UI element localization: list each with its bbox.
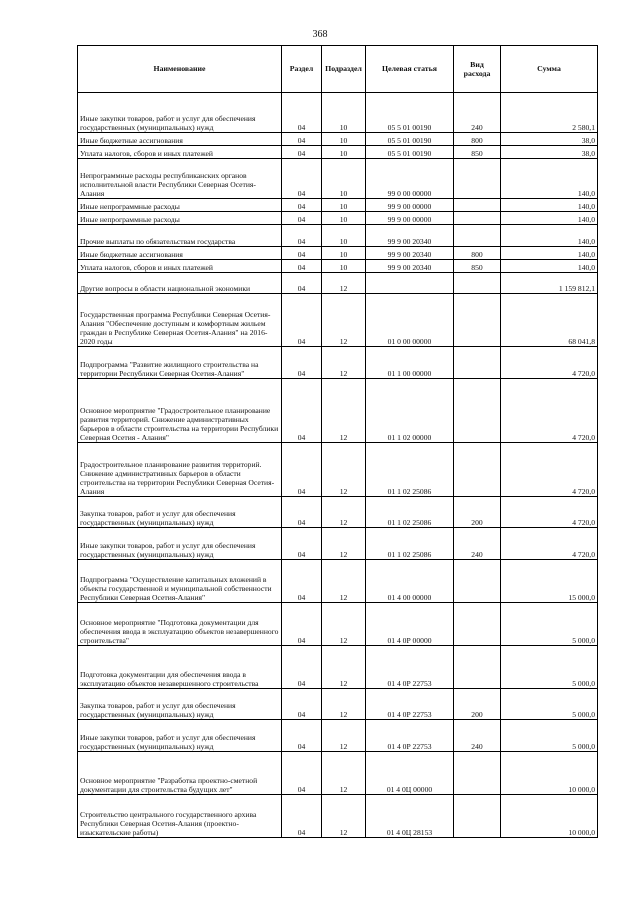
cell-section: 04 [282, 225, 322, 247]
cell-type [454, 603, 501, 646]
cell-name: Уплата налогов, сборов и иных платежей [78, 146, 282, 159]
cell-type [454, 379, 501, 443]
cell-name: Иные закупки товаров, работ и услуг для обеспечения государственных (муниципальных) нужд [78, 93, 282, 133]
table-header-row [78, 46, 598, 93]
cell-section: 04 [282, 646, 322, 689]
cell-subsection: 12 [322, 560, 366, 603]
cell-target: 01 4 00 00000 [366, 560, 454, 603]
table-row [78, 646, 598, 689]
cell-section: 04 [282, 528, 322, 560]
cell-subsection: 10 [322, 133, 366, 146]
cell-target: 99 9 00 20340 [366, 225, 454, 247]
cell-subsection: 12 [322, 689, 366, 720]
cell-target: 99 9 00 00000 [366, 199, 454, 212]
cell-name: Иные закупки товаров, работ и услуг для обеспечения государственных (муниципальных) нужд [78, 528, 282, 560]
budget-table [77, 45, 598, 838]
page-number: 368 [312, 29, 328, 40]
cell-subsection: 10 [322, 146, 366, 159]
cell-name: Прочие выплаты по обязательствам государства [78, 225, 282, 247]
cell-name: Иные непрограммные расходы [78, 212, 282, 225]
table-row [78, 560, 598, 603]
cell-name: Иные закупки товаров, работ и услуг для обеспечения государственных (муниципальных) нужд [78, 720, 282, 752]
cell-subsection: 12 [322, 294, 366, 347]
cell-type [454, 443, 501, 497]
cell-type [454, 347, 501, 379]
cell-name: Основное мероприятие "Разработка проектно-сметной документации для строительства будущих лет" [78, 752, 282, 795]
cell-type: 240 [454, 93, 501, 133]
cell-target: 01 1 02 25086 [366, 497, 454, 528]
cell-section: 04 [282, 443, 322, 497]
cell-name: Другие вопросы в области национальной экономики [78, 273, 282, 294]
cell-sum: 38,0 [501, 146, 598, 159]
cell-sum: 140,0 [501, 225, 598, 247]
cell-target: 99 0 00 00000 [366, 159, 454, 199]
table-row [78, 260, 598, 273]
cell-section: 04 [282, 133, 322, 146]
cell-type [454, 752, 501, 795]
cell-section: 04 [282, 260, 322, 273]
cell-section: 04 [282, 146, 322, 159]
cell-type [454, 225, 501, 247]
table-row [78, 294, 598, 347]
cell-subsection: 12 [322, 497, 366, 528]
cell-target: 01 4 0Р 00000 [366, 603, 454, 646]
cell-type: 850 [454, 146, 501, 159]
table-row [78, 689, 598, 720]
cell-sum: 5 000,0 [501, 603, 598, 646]
cell-target: 01 4 0Р 22753 [366, 720, 454, 752]
cell-type: 850 [454, 260, 501, 273]
table-row [78, 603, 598, 646]
cell-target: 01 4 0Р 22753 [366, 646, 454, 689]
table-row [78, 247, 598, 260]
cell-type [454, 159, 501, 199]
table-row [78, 443, 598, 497]
cell-sum: 2 580,1 [501, 93, 598, 133]
header-subsection: Подраздел [322, 46, 366, 93]
cell-sum: 140,0 [501, 260, 598, 273]
cell-name: Градостроительное планирование развития территорий. Снижение административных барьеров в области строительства на территории Республики Северная Осетия-Алания [78, 443, 282, 497]
cell-sum: 4 720,0 [501, 497, 598, 528]
cell-section: 04 [282, 497, 322, 528]
cell-sum: 15 000,0 [501, 560, 598, 603]
cell-section: 04 [282, 720, 322, 752]
cell-type: 800 [454, 133, 501, 146]
cell-target: 01 1 00 00000 [366, 347, 454, 379]
cell-target [366, 273, 454, 294]
table-row [78, 93, 598, 133]
cell-target: 99 9 00 00000 [366, 212, 454, 225]
table-row [78, 752, 598, 795]
cell-type: 800 [454, 247, 501, 260]
cell-subsection: 12 [322, 603, 366, 646]
cell-subsection: 12 [322, 347, 366, 379]
cell-subsection: 12 [322, 379, 366, 443]
cell-target: 01 1 02 00000 [366, 379, 454, 443]
cell-section: 04 [282, 247, 322, 260]
cell-section: 04 [282, 689, 322, 720]
cell-sum: 10 000,0 [501, 795, 598, 838]
cell-section: 04 [282, 159, 322, 199]
cell-type [454, 795, 501, 838]
cell-name: Иные бюджетные ассигнования [78, 247, 282, 260]
cell-sum: 5 000,0 [501, 689, 598, 720]
cell-subsection: 12 [322, 646, 366, 689]
cell-target: 05 5 01 00190 [366, 146, 454, 159]
cell-subsection: 12 [322, 528, 366, 560]
cell-type: 240 [454, 720, 501, 752]
cell-target: 05 5 01 00190 [366, 133, 454, 146]
cell-sum: 1 159 812,1 [501, 273, 598, 294]
cell-sum: 4 720,0 [501, 347, 598, 379]
cell-sum: 68 041,8 [501, 294, 598, 347]
cell-section: 04 [282, 294, 322, 347]
cell-name: Подпрограмма "Осуществление капитальных вложений в объекты государственной и муниципальной собственности Республики Северная Осетия-Алания" [78, 560, 282, 603]
cell-target: 01 4 0Р 22753 [366, 689, 454, 720]
table-row [78, 199, 598, 212]
cell-name: Строительство центрального государственного архива Республики Северная Осетия-Алания (проектно-изыскательские работы) [78, 795, 282, 838]
cell-type [454, 294, 501, 347]
cell-sum: 5 000,0 [501, 646, 598, 689]
table-row [78, 225, 598, 247]
cell-section: 04 [282, 93, 322, 133]
cell-type [454, 646, 501, 689]
cell-target: 99 9 00 20340 [366, 247, 454, 260]
cell-type: 200 [454, 689, 501, 720]
cell-section: 04 [282, 212, 322, 225]
cell-target: 01 4 0Ц 28153 [366, 795, 454, 838]
cell-subsection: 10 [322, 159, 366, 199]
cell-section: 04 [282, 347, 322, 379]
table-row [78, 528, 598, 560]
cell-sum: 140,0 [501, 199, 598, 212]
cell-sum: 4 720,0 [501, 528, 598, 560]
cell-section: 04 [282, 795, 322, 838]
table-row [78, 347, 598, 379]
cell-section: 04 [282, 603, 322, 646]
cell-name: Иные непрограммные расходы [78, 199, 282, 212]
cell-subsection: 12 [322, 273, 366, 294]
cell-target: 01 1 02 25086 [366, 443, 454, 497]
cell-type: 200 [454, 497, 501, 528]
cell-sum: 10 000,0 [501, 752, 598, 795]
cell-section: 04 [282, 752, 322, 795]
cell-type: 240 [454, 528, 501, 560]
cell-subsection: 10 [322, 225, 366, 247]
header-type: Вид расхода [454, 46, 501, 93]
cell-name: Подготовка документации для обеспечения ввода в эксплуатацию объектов незавершенного строительства [78, 646, 282, 689]
cell-target: 01 0 00 00000 [366, 294, 454, 347]
cell-section: 04 [282, 199, 322, 212]
table-row [78, 379, 598, 443]
cell-type [454, 212, 501, 225]
cell-subsection: 10 [322, 247, 366, 260]
cell-subsection: 12 [322, 752, 366, 795]
cell-name: Государственная программа Республики Северная Осетия-Алания "Обеспечение доступным и комфортным жильем граждан в Республике Северная Осетия-Алания" на 2016-2020 годы [78, 294, 282, 347]
cell-sum: 140,0 [501, 212, 598, 225]
cell-sum: 140,0 [501, 247, 598, 260]
cell-subsection: 12 [322, 795, 366, 838]
cell-section: 04 [282, 560, 322, 603]
table-row [78, 146, 598, 159]
table-row [78, 795, 598, 838]
table-row [78, 497, 598, 528]
table-row [78, 720, 598, 752]
cell-name: Закупка товаров, работ и услуг для обеспечения государственных (муниципальных) нужд [78, 689, 282, 720]
cell-type [454, 273, 501, 294]
table-row [78, 133, 598, 146]
cell-target: 01 1 02 25086 [366, 528, 454, 560]
cell-sum: 4 720,0 [501, 379, 598, 443]
cell-subsection: 12 [322, 720, 366, 752]
cell-subsection: 10 [322, 260, 366, 273]
table-row [78, 159, 598, 199]
cell-name: Непрограммные расходы республиканских органов исполнительной власти Республики Северная Осетия-Алания [78, 159, 282, 199]
header-target: Целевая статья [366, 46, 454, 93]
cell-sum: 5 000,0 [501, 720, 598, 752]
header-name: Наименование [78, 46, 282, 93]
cell-name: Основное мероприятие "Градостроительное планирование развития территорий. Снижение административных барьеров в области строительства на территории Республики Северная Осетия - Алания" [78, 379, 282, 443]
cell-name: Закупка товаров, работ и услуг для обеспечения государственных (муниципальных) нужд [78, 497, 282, 528]
cell-type [454, 199, 501, 212]
cell-name: Подпрограмма "Развитие жилищного строительства на территории Республики Северная Осетия-Алания" [78, 347, 282, 379]
header-sum: Сумма [501, 46, 598, 93]
header-section: Раздел [282, 46, 322, 93]
cell-target: 01 4 0Ц 00000 [366, 752, 454, 795]
cell-subsection: 10 [322, 199, 366, 212]
cell-section: 04 [282, 379, 322, 443]
cell-name: Основное мероприятие "Подготовка документации для обеспечения ввода в эксплуатацию объектов незавершенного строительства" [78, 603, 282, 646]
cell-type [454, 560, 501, 603]
cell-section: 04 [282, 273, 322, 294]
cell-subsection: 12 [322, 443, 366, 497]
cell-sum: 140,0 [501, 159, 598, 199]
cell-target: 05 5 01 00190 [366, 93, 454, 133]
cell-subsection: 10 [322, 93, 366, 133]
cell-name: Иные бюджетные ассигнования [78, 133, 282, 146]
cell-sum: 4 720,0 [501, 443, 598, 497]
table-row [78, 273, 598, 294]
table-row [78, 212, 598, 225]
cell-sum: 38,0 [501, 133, 598, 146]
cell-name: Уплата налогов, сборов и иных платежей [78, 260, 282, 273]
cell-subsection: 10 [322, 212, 366, 225]
cell-target: 99 9 00 20340 [366, 260, 454, 273]
